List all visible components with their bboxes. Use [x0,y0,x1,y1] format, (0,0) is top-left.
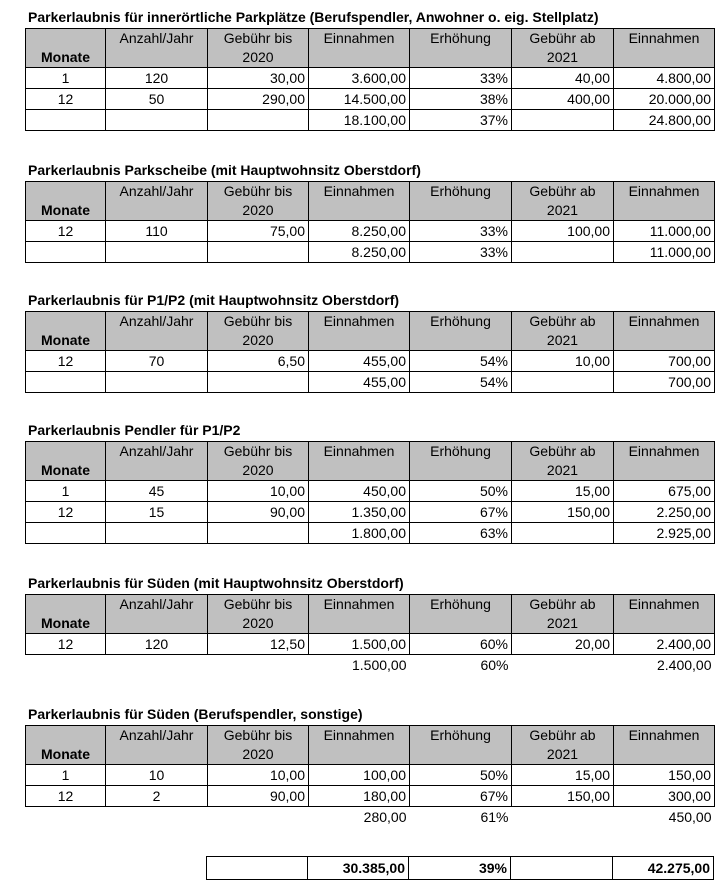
cell-gebuehr-2021: 20,00 [512,634,614,655]
cell-erhoehung: 54% [410,351,512,372]
cell-einnahmen-2021: 2.400,00 [614,634,715,655]
total-erhoehung: 33% [410,242,512,263]
cell-monate: 12 [26,89,106,110]
total-row [26,110,715,131]
total-einnahmen-2021: 2.400,00 [657,657,712,673]
total-einnahmen-2021: 450,00 [668,809,712,825]
table-row [26,786,715,807]
empty-cell [512,523,614,544]
total-erhoehung: 60% [480,657,509,673]
header-monate: Monate [26,595,106,634]
cell-gebuehr-2020: 290,00 [208,89,309,110]
cell-erhoehung: 67% [410,786,512,807]
header-einnahmen-2021: Einnahmen [614,442,715,481]
total-einnahmen: 8.250,00 [309,242,410,263]
cell-monate: 1 [26,481,106,502]
header-gebuehr-bis-2020: Gebühr bis 2020 [208,312,309,351]
header-gebuehr-ab-2021: Gebühr ab 2021 [512,312,614,351]
cell-einnahmen: 100,00 [309,765,410,786]
grand-total-table [206,856,714,880]
cell-einnahmen-2021: 20.000,00 [614,89,715,110]
grand-total-erhoehung: 39% [409,857,511,880]
total-einnahmen: 1.500,00 [352,657,407,673]
fee-table [25,441,715,544]
total-row [26,242,715,263]
header-einnahmen: Einnahmen [309,312,410,351]
empty-cell [26,110,106,131]
cell-einnahmen: 8.250,00 [309,221,410,242]
table-row [26,68,715,89]
cell-gebuehr-2021: 15,00 [512,481,614,502]
header-anzahl-jahr: Anzahl/Jahr [106,182,208,221]
empty-cell [208,242,309,263]
cell-monate: 12 [26,786,106,807]
total-row [26,372,715,393]
header-gebuehr-bis-2020: Gebühr bis 2020 [208,726,309,765]
empty-cell [208,372,309,393]
cell-erhoehung: 60% [410,634,512,655]
cell-erhoehung: 50% [410,481,512,502]
empty-cell [106,372,208,393]
fee-table [25,28,715,131]
empty-cell [208,523,309,544]
empty-cell [512,807,614,828]
cell-anzahl: 15 [106,502,208,523]
header-anzahl-jahr: Anzahl/Jahr [106,595,208,634]
cell-gebuehr-2020: 10,00 [208,765,309,786]
cell-anzahl: 110 [106,221,208,242]
header-gebuehr-bis-2020: Gebühr bis 2020 [208,182,309,221]
empty-cell [106,523,208,544]
grand-total-einnahmen2: 42.275,00 [613,857,714,880]
header-einnahmen: Einnahmen [309,182,410,221]
header-anzahl-jahr: Anzahl/Jahr [106,29,208,68]
header-gebuehr-ab-2021: Gebühr ab 2021 [512,442,614,481]
cell-einnahmen-2021: 2.250,00 [614,502,715,523]
table-row [26,89,715,110]
header-gebuehr-ab-2021: Gebühr ab 2021 [512,29,614,68]
header-erhoehung: Erhöhung [410,312,512,351]
header-einnahmen: Einnahmen [309,29,410,68]
header-erhoehung: Erhöhung [410,726,512,765]
empty-cell [208,807,309,828]
header-gebuehr-ab-2021: Gebühr ab 2021 [512,595,614,634]
header-erhoehung: Erhöhung [410,182,512,221]
header-erhoehung: Erhöhung [410,595,512,634]
cell-gebuehr-2020: 90,00 [208,502,309,523]
cell-anzahl: 70 [106,351,208,372]
table-row [26,351,715,372]
header-monate: Monate [26,29,106,68]
total-erhoehung: 63% [410,523,512,544]
cell-erhoehung: 67% [410,502,512,523]
header-einnahmen-2021: Einnahmen [614,726,715,765]
cell-einnahmen: 455,00 [309,351,410,372]
empty-cell [512,655,614,676]
cell-einnahmen: 3.600,00 [309,68,410,89]
cell-monate: 1 [26,765,106,786]
header-gebuehr-bis-2020: Gebühr bis 2020 [208,595,309,634]
header-einnahmen: Einnahmen [309,726,410,765]
cell-gebuehr-2020: 30,00 [208,68,309,89]
cell-monate: 12 [26,351,106,372]
total-erhoehung: 61% [480,809,509,825]
cell-anzahl: 50 [106,89,208,110]
cell-einnahmen-2021: 150,00 [614,765,715,786]
empty-cell [512,110,614,131]
header-anzahl-jahr: Anzahl/Jahr [106,312,208,351]
section-title: Parkerlaubnis Pendler für P1/P2 [28,422,241,438]
cell-gebuehr-2020: 6,50 [208,351,309,372]
empty-cell [26,242,106,263]
empty-cell [106,807,208,828]
total-row [26,655,715,676]
cell-erhoehung: 38% [410,89,512,110]
header-erhoehung: Erhöhung [410,29,512,68]
cell-anzahl: 120 [106,634,208,655]
total-einnahmen: 455,00 [309,372,410,393]
empty-cell [208,655,309,676]
cell-gebuehr-2021: 100,00 [512,221,614,242]
grand-total-einnahmen: 30.385,00 [308,857,409,880]
cell-einnahmen-2021: 675,00 [614,481,715,502]
header-einnahmen-2021: Einnahmen [614,312,715,351]
total-row [26,523,715,544]
header-erhoehung: Erhöhung [410,442,512,481]
cell-einnahmen: 1.500,00 [309,634,410,655]
cell-monate: 12 [26,634,106,655]
table-row [26,221,715,242]
header-monate: Monate [26,726,106,765]
fee-table [25,725,715,827]
header-einnahmen-2021: Einnahmen [614,182,715,221]
empty-cell [512,242,614,263]
section-title: Parkerlaubnis für Süden (mit Hauptwohnsitz Oberstdorf) [28,575,404,591]
empty-cell [26,372,106,393]
cell-einnahmen: 180,00 [309,786,410,807]
cell-anzahl: 10 [106,765,208,786]
cell-gebuehr-2020: 12,50 [208,634,309,655]
empty-cell [106,110,208,131]
empty-cell [207,857,308,880]
cell-gebuehr-2021: 40,00 [512,68,614,89]
section-title: Parkerlaubnis für innerörtliche Parkplätze (Berufspendler, Anwohner o. eig. Stellplatz) [28,9,599,25]
table-row [26,765,715,786]
cell-einnahmen: 14.500,00 [309,89,410,110]
total-row [26,807,715,828]
total-einnahmen-2021: 24.800,00 [614,110,715,131]
header-gebuehr-ab-2021: Gebühr ab 2021 [512,726,614,765]
empty-cell [106,655,208,676]
empty-cell [26,523,106,544]
total-einnahmen: 18.100,00 [309,110,410,131]
table-row [26,502,715,523]
cell-einnahmen-2021: 4.800,00 [614,68,715,89]
header-monate: Monate [26,312,106,351]
header-anzahl-jahr: Anzahl/Jahr [106,442,208,481]
section-title: Parkerlaubnis für P1/P2 (mit Hauptwohnsitz Oberstdorf) [28,292,400,308]
cell-gebuehr-2021: 10,00 [512,351,614,372]
fee-table [25,311,715,393]
cell-einnahmen-2021: 300,00 [614,786,715,807]
total-erhoehung: 37% [410,110,512,131]
cell-gebuehr-2021: 150,00 [512,502,614,523]
fee-table [25,594,715,675]
total-einnahmen: 280,00 [363,809,407,825]
cell-erhoehung: 50% [410,765,512,786]
cell-erhoehung: 33% [410,68,512,89]
cell-monate: 1 [26,68,106,89]
empty-cell [26,655,106,676]
header-einnahmen: Einnahmen [309,595,410,634]
empty-cell [26,807,106,828]
cell-anzahl: 2 [106,786,208,807]
empty-cell [208,110,309,131]
cell-einnahmen-2021: 11.000,00 [614,221,715,242]
cell-gebuehr-2020: 75,00 [208,221,309,242]
total-einnahmen-2021: 2.925,00 [614,523,715,544]
cell-gebuehr-2021: 400,00 [512,89,614,110]
cell-anzahl: 45 [106,481,208,502]
header-gebuehr-bis-2020: Gebühr bis 2020 [208,29,309,68]
empty-cell [106,242,208,263]
table-row [26,634,715,655]
section-title: Parkerlaubnis Parkscheibe (mit Hauptwohnsitz Oberstdorf) [28,162,421,178]
cell-einnahmen: 450,00 [309,481,410,502]
header-anzahl-jahr: Anzahl/Jahr [106,726,208,765]
cell-einnahmen-2021: 700,00 [614,351,715,372]
cell-monate: 12 [26,502,106,523]
total-einnahmen: 1.800,00 [309,523,410,544]
total-einnahmen-2021: 11.000,00 [614,242,715,263]
header-gebuehr-bis-2020: Gebühr bis 2020 [208,442,309,481]
cell-erhoehung: 33% [410,221,512,242]
empty-cell [511,857,613,880]
cell-anzahl: 120 [106,68,208,89]
header-einnahmen-2021: Einnahmen [614,595,715,634]
total-erhoehung: 54% [410,372,512,393]
fee-table [25,181,715,263]
header-einnahmen-2021: Einnahmen [614,29,715,68]
cell-gebuehr-2020: 90,00 [208,786,309,807]
cell-gebuehr-2020: 10,00 [208,481,309,502]
total-einnahmen-2021: 700,00 [614,372,715,393]
section-title: Parkerlaubnis für Süden (Berufspendler, sonstige) [28,706,363,722]
cell-gebuehr-2021: 150,00 [512,786,614,807]
cell-einnahmen: 1.350,00 [309,502,410,523]
grand-total-row [207,857,714,880]
empty-cell [512,372,614,393]
header-monate: Monate [26,442,106,481]
table-row [26,481,715,502]
header-gebuehr-ab-2021: Gebühr ab 2021 [512,182,614,221]
cell-gebuehr-2021: 15,00 [512,765,614,786]
cell-monate: 12 [26,221,106,242]
header-einnahmen: Einnahmen [309,442,410,481]
header-monate: Monate [26,182,106,221]
